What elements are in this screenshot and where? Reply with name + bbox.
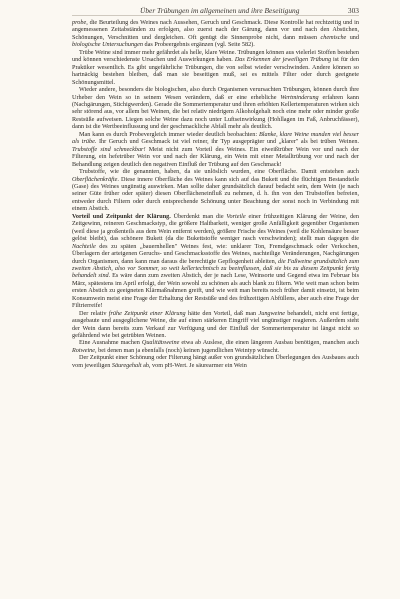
running-title: Über Trübungen im allgemeinen und ihre Beseitigung	[140, 6, 300, 15]
paragraph-text: . Diese innere Oberfläche des Weines kann sich auf das Bukett und die flüchtigen Bestandteile (Gase) des Weines ungünstig auswirken. Man sollte daher grundsätzlich darauf bedacht sein, dem Wein (je nach seiner Güte früher oder später) diesen Oberflächeneinfluß zu nehmen, d. h. ihn von den Trubstoffen befreien, entweder durch Filtern oder durch entsprechende Schönung unter Beachtung der sonst noch in Verbindung mit einem Abstich.	[72, 175, 359, 213]
emphasis-text: Blanke, klare Weine munden viel besser als trübe.	[72, 130, 360, 146]
emphasis-text: die Faßweine grundsätzlich zum zweiten Abstich, also vor Sommer, so weit kellertechnisch zu beeinflussen, daß sie bis zu diesem Zeitpunkt fertig behandelt sind.	[72, 257, 359, 280]
emphasis-text: Das Erkennen der jeweiligen Trübung	[234, 56, 332, 64]
paragraph-text: behandelt, nicht erst fertige, ausgebaute und ausgeglichene Weine, die auf einen stärkeren Eingriff viel ungünstiger reagieren. Außerdem steht der Wein dann bereits zum Verkauf zur Verfügung und der Einfluß der Sommertemperatur ist längst nicht so gefährdend wie bei getrübten Weinen.	[72, 309, 359, 340]
running-header	[140, 6, 359, 15]
paragraph-text: Eine Ausnahme machen	[79, 339, 142, 347]
paragraph-text: und	[346, 33, 359, 41]
paragraph-text: Der Zeitpunkt einer Schönung oder Filterung hängt außer von grundsätzlichen Überlegungen des Ausbaues auch vom jeweiligen	[72, 354, 359, 369]
emphasis-text: biologische Untersuchungen	[72, 41, 143, 49]
paragraph	[72, 339, 359, 354]
paragraph	[72, 86, 359, 131]
paragraph	[72, 168, 359, 213]
paragraph-text: ist für den Praktiker wesentlich. Es gibt ungefährliche Trübungen, die von selbst wieder verschwinden. Andere können so hartnäckig bestehen bleiben, daß man sie beseitigen muß, sei es mittels Filter oder durch geeignete Schönungsmittel.	[72, 56, 359, 86]
paragraph	[72, 19, 359, 49]
paragraph-text: Trubstoffe, wie die genannten, haben, da sie unlöslich wurden, eine Oberfläche. Damit entstehen auch	[79, 168, 359, 176]
paragraph	[72, 310, 359, 340]
paragraph-text: , die Beurteilung des Weines nach Aussehen, Geruch und Geschmack. Diese Kontrolle hat rechtzeitig und in angemessenen Zeitabständen zu erfolgen, also zuerst nach der Gärung, dann vor und nach den Abstichen, Schönungen, Verschnitten und dergleichen. Oft genügt die Sinnenprobe nicht, dann müssen	[72, 19, 359, 41]
paragraph-text: etwa ab Auslese, die einen längeren Ausbau benötigen, manchen auch	[179, 339, 359, 347]
emphasis-text: Säuregehalt	[111, 361, 142, 369]
emphasis-text: Qualitätsweine	[141, 339, 180, 347]
header-rule	[72, 15, 359, 16]
paragraph-text: Trübe Weine sind immer mehr gefährdet als helle, klare Weine. Trübungen können aus vielerlei Stoffen bestehen und können verschiedenste Ursachen und Auswirkungen haben.	[72, 48, 359, 64]
emphasis-text: Oberflächenkräfte	[72, 175, 118, 183]
paragraph-text: ab, vom pH-Wert. Je säurearmer ein Wein	[141, 361, 247, 369]
paragraph	[72, 131, 359, 168]
emphasis-text: Vorteile	[226, 212, 246, 220]
paragraph-text: , bei denen man ja ebenfalls (noch) keinen jugendlichen Weintyp wünscht.	[95, 346, 280, 354]
paragraph-text: Überdenkt man die	[170, 212, 227, 220]
paragraph-text: Es wäre dann zum zweiten Abstich, der je nach Lese, Weinsorte und Gegend etwa im Februar bis März, spätestens im April erfolgt, der Wein sowohl zu schönen als auch blank zu filtern. Wie weit man schon beim ersten Abstich zu geeigneten Klärmaßnahmen greift, und wie weit man bereits noch früher damit einsetzt, ist beim Konsumwein meist eine Frage der Erhaltung der Restsüße und des frühzeitigen Abfüllens, aber auch eine Frage der Filtrierreife!	[72, 272, 359, 310]
page-number: 303	[347, 6, 359, 15]
paragraph-text: einer frühzeitigen Klärung der Weine, den Zeitgewinn, reineren Geschmackstyp, die größere Haltbarkeit, weniger große Anfälligkeit gegenüber Organismen (weil diese ja großenteils aus dem Wein entfernt werden), größere Frische des Weines (weil die Kohlensäure besser gelöst bleibt), das schönere Bukett (da die Bukettstoffe weniger rasch verschwinden); stellt man dagegen die	[72, 212, 360, 243]
emphasis-text: Jungweine	[258, 309, 285, 317]
emphasis-text: Trubstoffe sind schmeckbar!	[72, 145, 146, 153]
paragraph-text: hätte den Vorteil, daß man	[185, 309, 259, 317]
emphasis-text: probe	[72, 19, 87, 26]
paragraph-text: des zu späten „bauernhellen" Weines fest, wie: unklarer Ton, Fremdgeschmack oder Verkochen, Überlagern der arteigenen Geruchs- und Geschmacksstoffe des Weines, nachteilige Veränderungen, Nachgärungen durch Organismen, dann kann man daraus die berechtigte Gepflogenheit ableiten,	[72, 242, 359, 265]
paragraph-text: Man kann es durch Probevergleich immer wieder deutlich beobachten:	[79, 130, 259, 138]
emphasis-text: chemische	[320, 33, 347, 41]
emphasis-text: Nachteile	[72, 242, 96, 250]
body-text	[72, 19, 359, 369]
section-heading: Vorteil und Zeitpunkt der Klärung.	[72, 212, 171, 220]
emphasis-text: frühe Zeitpunkt einer Klärung	[108, 309, 186, 317]
emphasis-text: Wertminderung	[280, 93, 319, 101]
paragraph-text: Ihr Geruch und Geschmack ist viel reiner, ihr Typ ausgeprägter und „klarer" als bei trüben Weinen.	[96, 138, 359, 146]
paragraph-text: das Probeergebnis ergänzen (vgl. Seite 582).	[142, 41, 255, 49]
paragraph-text: erfahren kann (Nachgärungen, Stichigwerden). Gerade die Sommertemperatur und ihren erhöhten Kellertemperaturen wirken sich sehr störend aus, vor allem bei Weinen, die bei relativ niedrigem Alkoholgehalt noch eine mehr oder minder große Restsüße aufweisen. Liegen solche Weine dazu noch unter Luftseinwirkung (Hohllagen im Faß, Anbruchfässer), dann ist die Wertbeeinflussung und der geschmackliche Abfall mehr als deutlich.	[72, 93, 359, 131]
paragraph-text: Der relativ	[79, 309, 109, 317]
paragraph	[72, 49, 359, 86]
paragraph-text: Wieder andere, besonders die biologischen, also durch Organismen verursachten Trübungen, können durch ihre Urheber den Wein so in seinem Wesen verändern, daß er eine erhebliche	[72, 86, 359, 101]
paragraph	[72, 213, 359, 310]
emphasis-text: Rotweine	[72, 346, 96, 354]
paragraph-text: Meist nicht zum Vorteil des Weines. Ein eiweißtrüber Wein vor und nach der Filterung, ein hefetrüber Wein vor und nach der Klärung, ein Wein mit einer Metalltrübung vor und nach der Behandlung zeigen deutlich den negativen Einfluß der Trübung auf den Geschmack!	[72, 145, 360, 168]
paragraph	[72, 354, 359, 369]
